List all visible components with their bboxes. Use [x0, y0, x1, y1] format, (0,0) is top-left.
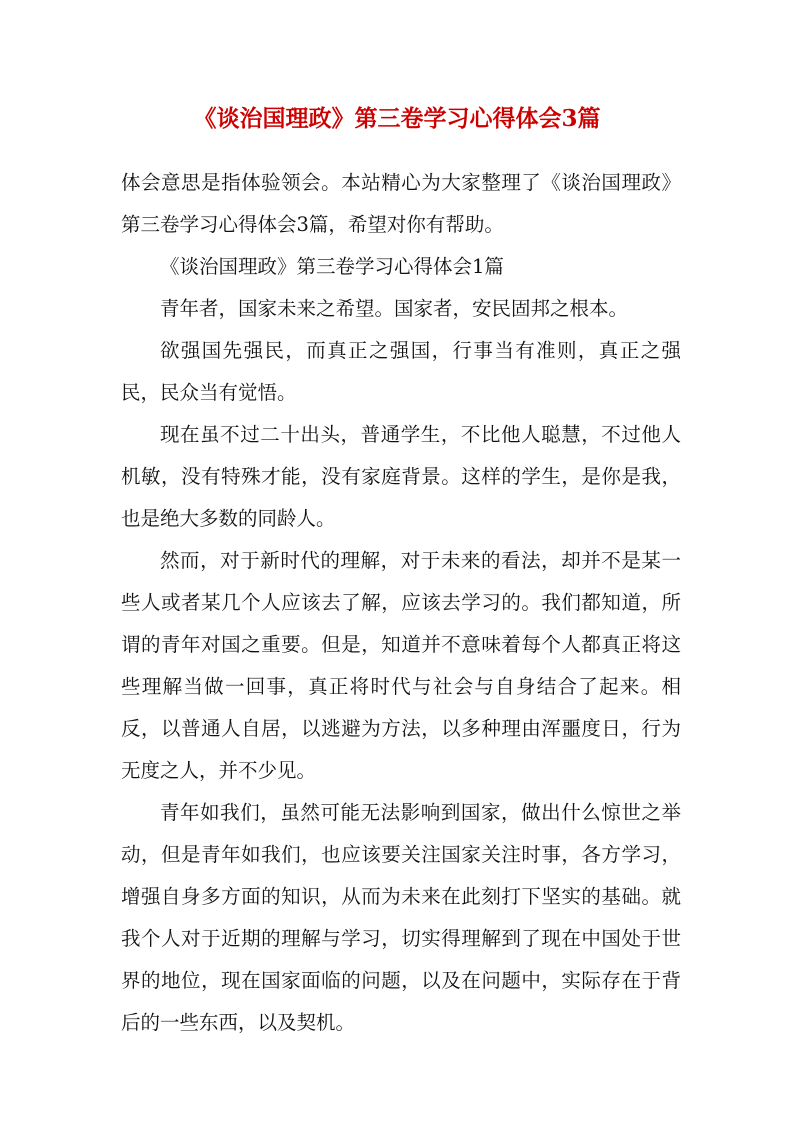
body-paragraph: 青年者，国家未来之希望。国家者，安民固邦之根本。 [160, 297, 629, 320]
body-paragraph: 然而，对于新时代的理解，对于未来的看法，却并不是某一些人或者某几个人应该去了解，应该去学习的。我们都知道，所谓的青年对国之重要。但是，知道并不意味着每个人都真正将这些理解当做一回事，真正将时代与社会与自身结合了起来。相反，以普通人自居，以逃避为方法，以多种理由浑噩度日，行为无度之人，并不少见。 [121, 549, 681, 782]
body-paragraph: 现在虽不过二十出头，普通学生，不比他人聪慧，不过他人机敏，没有特殊才能，没有家庭背景。这样的学生，是你是我，也是绝大多数的同龄人。 [121, 423, 681, 530]
document-body [121, 162, 681, 1044]
intro-paragraph: 体会意思是指体验领会。本站精心为大家整理了《谈治国理政》第三卷学习心得体会3篇，希望对你有帮助。 [121, 171, 681, 236]
body-paragraph: 青年如我们，虽然可能无法影响到国家，做出什么惊世之举动，但是青年如我们，也应该要关注国家关注时事，各方学习，增强自身多方面的知识，从而为未来在此刻打下坚实的基础。就我个人对于近期的理解与学习，切实得理解到了现在中国处于世界的地位，现在国家面临的问题，以及在问题中，实际存在于背后的一些东西，以及契机。 [121, 801, 681, 1034]
document-title: 《谈治国理政》第三卷学习心得体会3篇 [193, 105, 601, 132]
body-paragraph: 欲强国先强民，而真正之强国，行事当有准则，真正之强民，民众当有觉悟。 [121, 339, 681, 404]
section-heading: 《谈治国理政》第三卷学习心得体会1篇 [160, 255, 504, 278]
